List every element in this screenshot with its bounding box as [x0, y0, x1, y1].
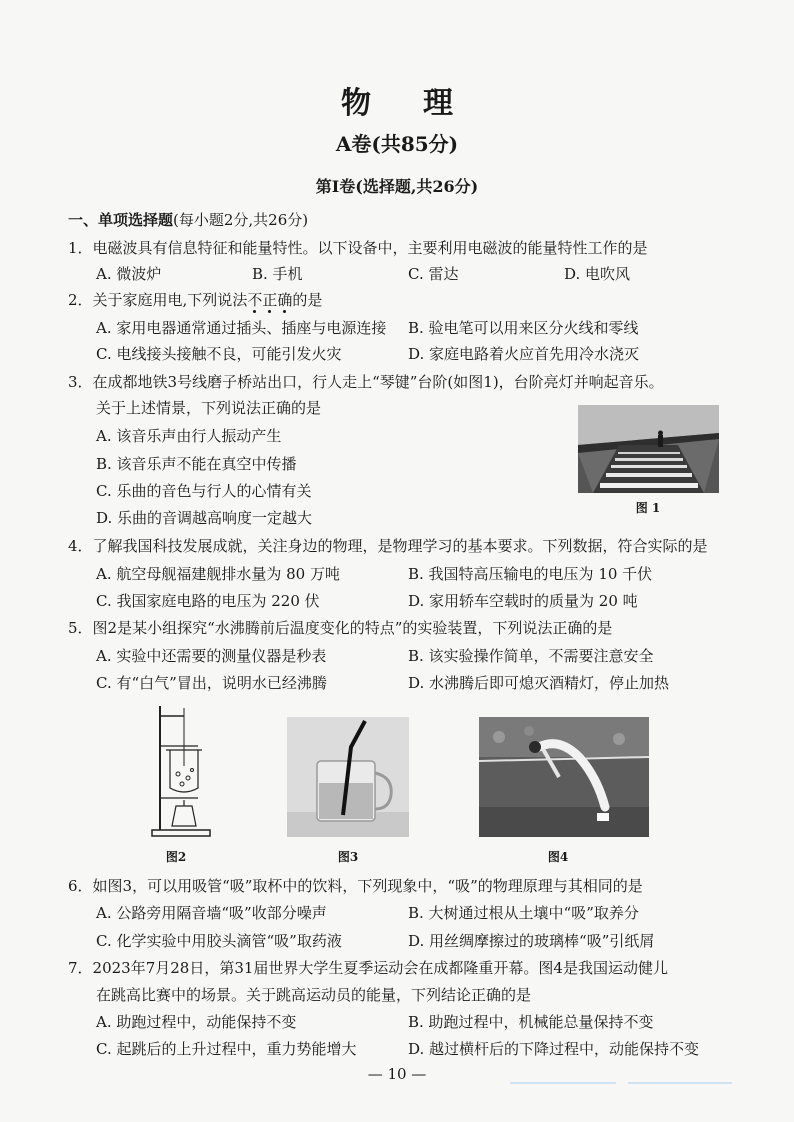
- q6-option-c: C. 化学实验中用胶头滴管“吸”取药液: [96, 932, 342, 950]
- q3-option-c: C. 乐曲的音色与行人的心情有关: [96, 482, 312, 500]
- part-note: (每小题2分,共26分): [173, 211, 309, 229]
- q6-option-a: A. 公路旁用隔音墙“吸”收部分噪声: [96, 904, 327, 922]
- figure-1-piano-stairs-photo: [578, 405, 719, 493]
- q7-option-b: B. 助跑过程中，机械能总量保持不变: [408, 1013, 654, 1031]
- decorative-line: [510, 1082, 616, 1084]
- q6-stem: 6．如图3，可以用吸管“吸”取杯中的饮料，下列现象中，“吸”的物理原理与其相同的是: [68, 877, 643, 895]
- decorative-line: [628, 1082, 732, 1084]
- q5-option-d: D. 水沸腾后即可熄灭酒精灯，停止加热: [408, 674, 670, 692]
- q4-option-d: D. 家用轿车空载时的质量为 20 吨: [408, 592, 638, 610]
- q7-option-c: C. 起跳后的上升过程中，重力势能增大: [96, 1040, 357, 1058]
- q4-option-a: A. 航空母舰福建舰排水量为 80 万吨: [96, 565, 340, 583]
- q7-stem-line1: 7．2023年7月28日，第31届世界大学生夏季运动会在成都隆重开幕。图4是我国运动健儿: [68, 959, 668, 977]
- q3-stem-line1: 3．在成都地铁3号线磨子桥站出口，行人走上“琴键”台阶(如图1)，台阶亮灯并响起音乐。: [68, 373, 664, 391]
- figure-3-caption: 图3: [337, 850, 359, 864]
- q5-option-a: A. 实验中还需要的测量仪器是秒表: [96, 647, 327, 665]
- q5-option-c: C. 有“白气”冒出，说明水已经沸腾: [96, 674, 327, 692]
- figure-1-caption: 图 1: [635, 501, 661, 515]
- q2-stem-post: 的是: [292, 291, 323, 309]
- q7-option-a: A. 助跑过程中，动能保持不变: [96, 1013, 297, 1031]
- emphasis-char: 不: [247, 291, 263, 309]
- q2-stem: [68, 290, 322, 310]
- q2-stem-pre: 2．关于家庭用电,下列说法: [68, 291, 248, 309]
- q2-option-b: B. 验电笔可以用来区分火线和零线: [408, 319, 639, 337]
- q1-option-a: A. 微波炉: [96, 265, 162, 283]
- q2-option-d: D. 家庭电路着火应首先用冷水浇灭: [408, 345, 640, 363]
- figure-2-boiling-apparatus-drawing: [148, 702, 214, 840]
- q5-option-b: B. 该实验操作简单，不需要注意安全: [408, 647, 654, 665]
- q1-option-b: B. 手机: [252, 265, 303, 283]
- q6-option-b: B. 大树通过根从土壤中“吸”取养分: [408, 904, 639, 922]
- q2-option-a: A. 家用电器通常通过插头、插座与电源连接: [96, 319, 387, 337]
- q7-stem-line2: 在跳高比赛中的场景。关于跳高运动员的能量，下列结论正确的是: [96, 986, 532, 1004]
- figure-4-caption: 图4: [547, 850, 569, 864]
- q3-option-b: B. 该音乐声不能在真空中传播: [96, 455, 297, 473]
- q4-option-b: B. 我国特高压输电的电压为 10 千伏: [408, 565, 653, 583]
- emphasis-char: 确: [277, 291, 293, 309]
- subject-title: 物理: [341, 86, 505, 121]
- part-heading: [68, 210, 308, 230]
- figure-3-straw-in-cup-photo: [287, 717, 409, 837]
- q7-option-d: D. 越过横杆后的下降过程中，动能保持不变: [408, 1040, 700, 1058]
- q3-stem-line2: 关于上述情景，下列说法正确的是: [96, 399, 322, 417]
- section-title: 第Ⅰ卷(选择题,共26分): [315, 177, 479, 196]
- q4-stem: 4．了解我国科技发展成就，关注身边的物理，是物理学习的基本要求。下列数据，符合实际的是: [68, 537, 708, 555]
- paper-title: A卷(共85分): [335, 132, 459, 156]
- q6-option-d: D. 用丝绸摩擦过的玻璃棒“吸”引纸屑: [408, 932, 655, 950]
- q5-stem: 5．图2是某小组探究“水沸腾前后温度变化的特点”的实验装置，下列说法正确的是: [68, 619, 613, 637]
- q1-stem: 1．电磁波具有信息特征和能量特性。以下设备中，主要利用电磁波的能量特性工作的是: [68, 239, 648, 257]
- q3-option-d: D. 乐曲的音调越高响度一定越大: [96, 509, 313, 527]
- emphasis-char: 正: [262, 291, 278, 309]
- part-label: 一、单项选择题: [68, 211, 174, 229]
- q4-option-c: C. 我国家庭电路的电压为 220 伏: [96, 592, 320, 610]
- q1-option-d: D. 电吹风: [564, 265, 631, 283]
- figure-4-high-jump-photo: [479, 717, 649, 837]
- page-number: — 10 —: [367, 1065, 427, 1083]
- q2-option-c: C. 电线接头接触不良，可能引发火灾: [96, 345, 342, 363]
- figure-2-caption: 图2: [165, 850, 187, 864]
- q3-option-a: A. 该音乐声由行人振动产生: [96, 427, 282, 445]
- q1-option-c: C. 雷达: [408, 265, 459, 283]
